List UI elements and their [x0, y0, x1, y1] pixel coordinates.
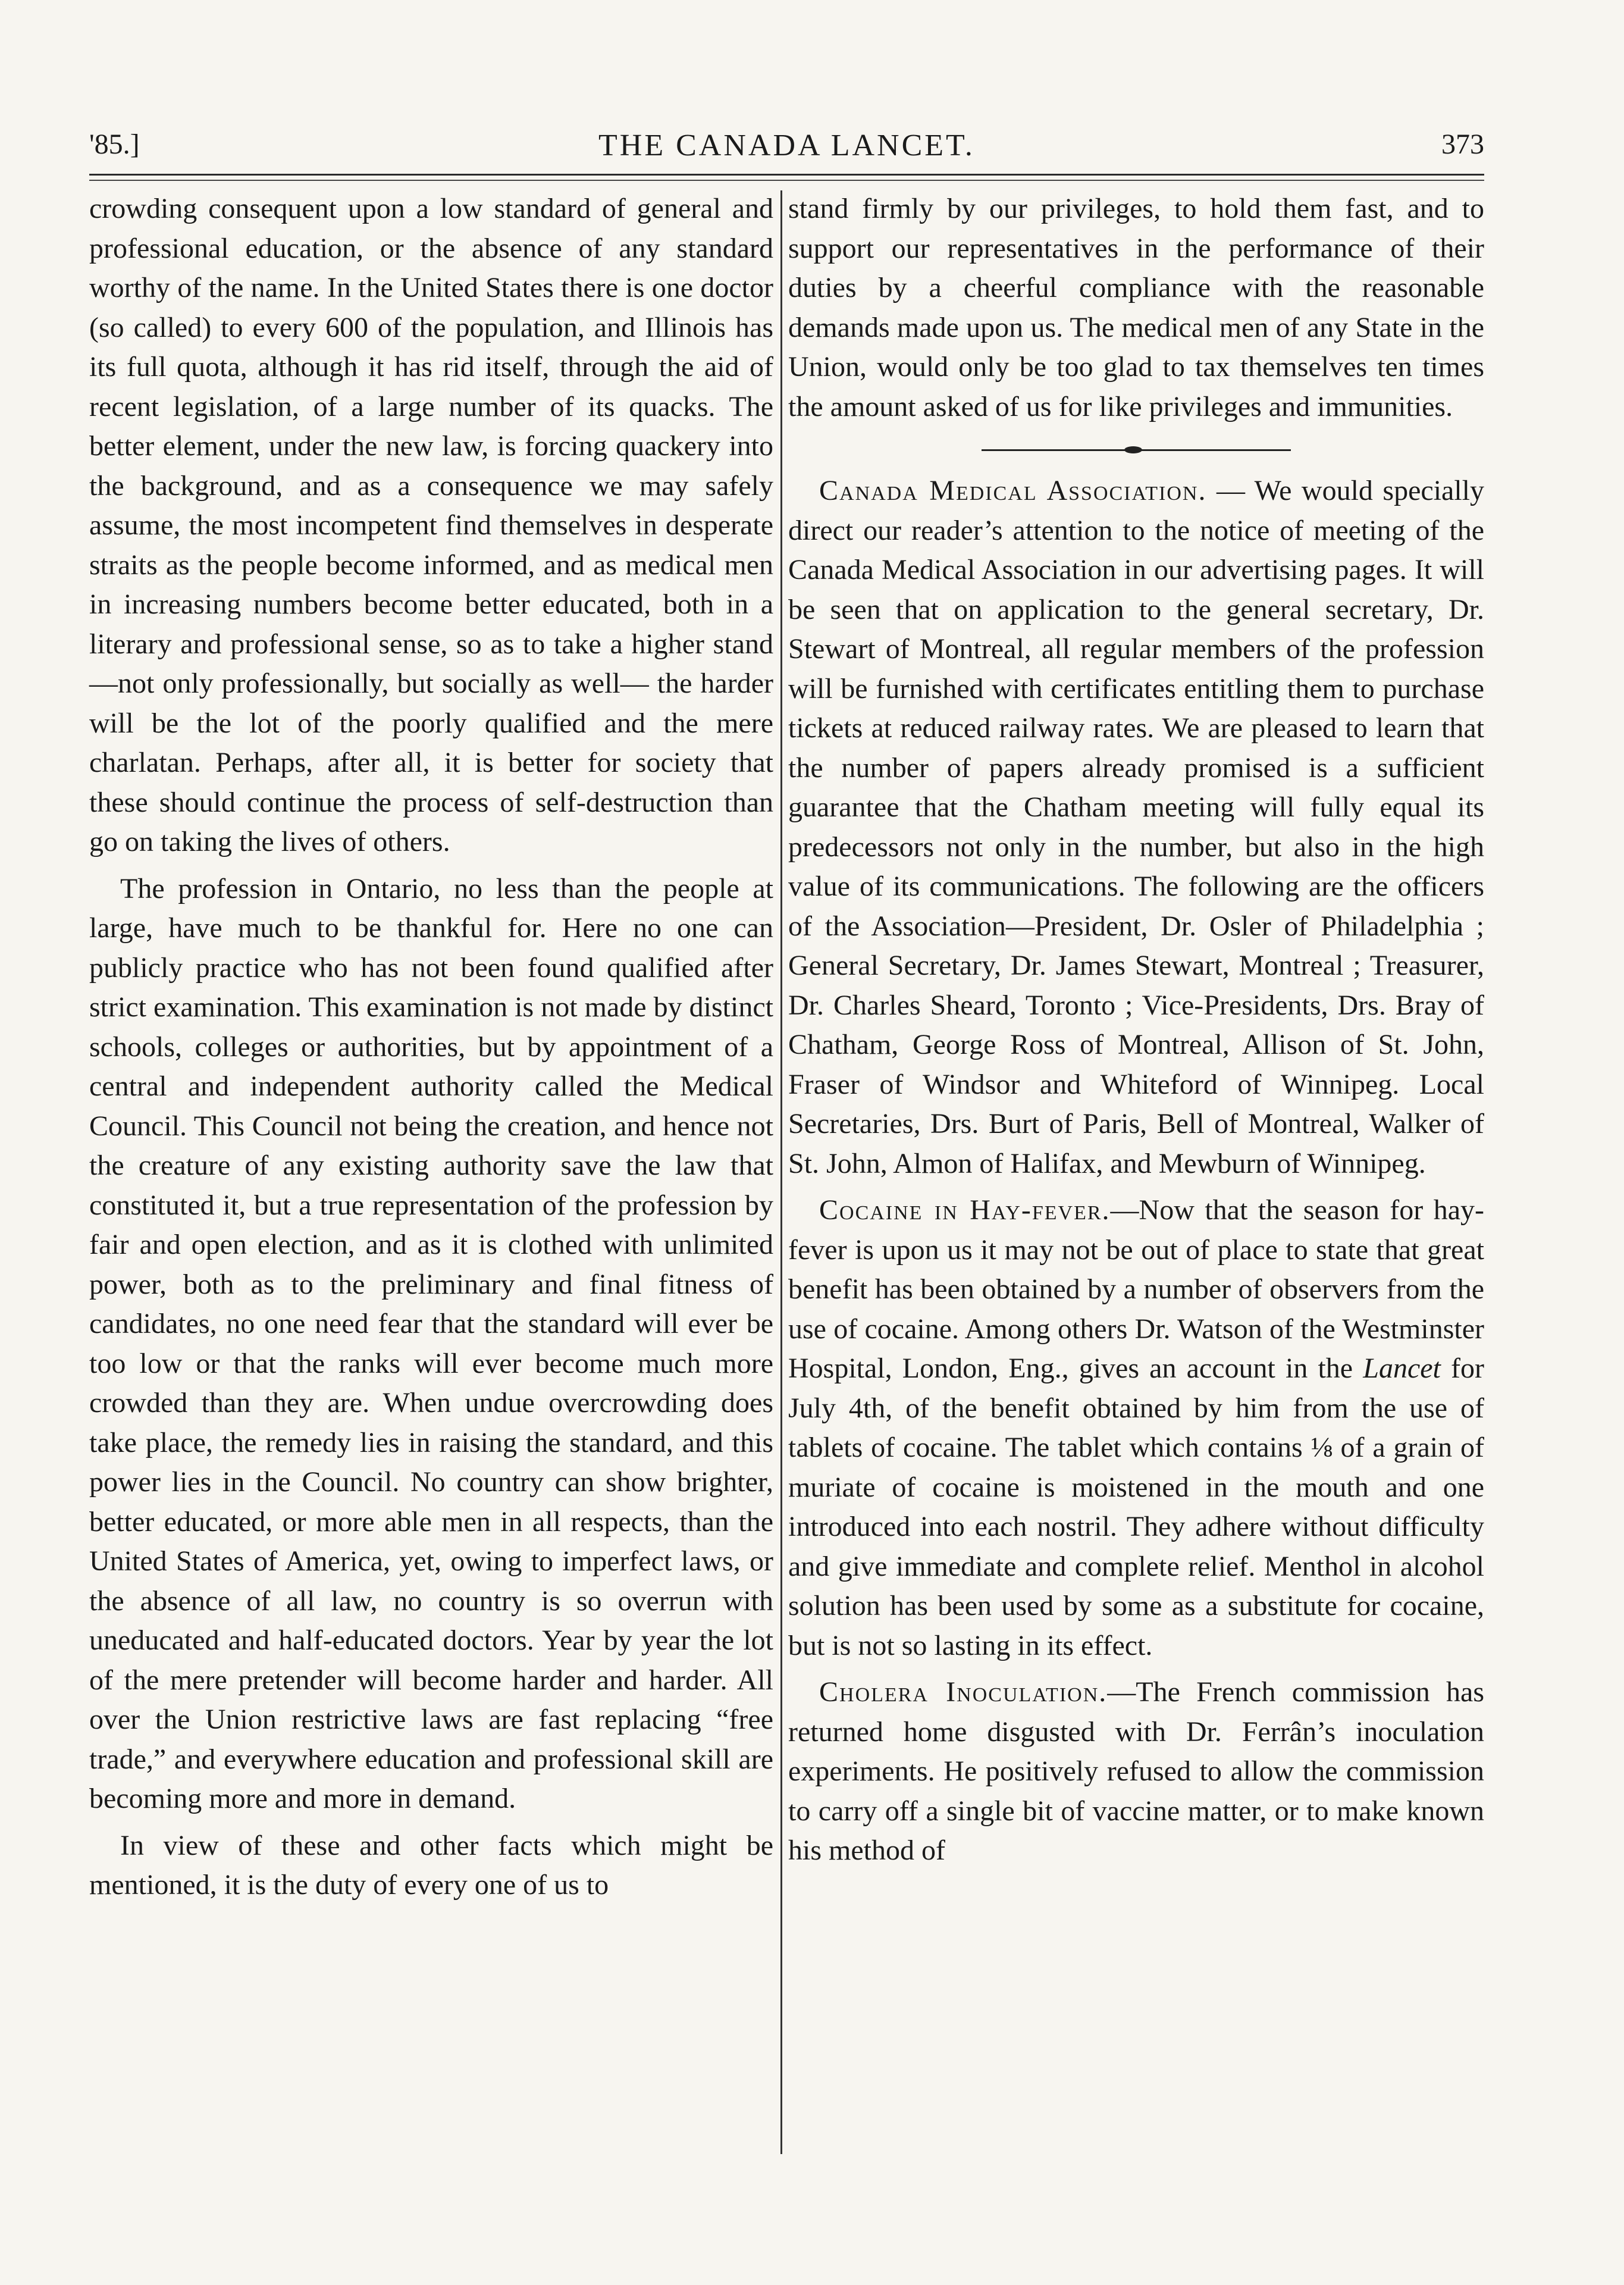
column-divider [780, 190, 782, 2154]
header-year: '85.] [89, 129, 140, 160]
section-body: —The French commission has returned home disgusted with Dr. Ferrân’s inoculation experiments. He positively refused to allow the commission to carry off a single bit of vaccine matter, or to make known his method of [788, 1676, 1484, 1866]
running-header [89, 128, 1484, 170]
section-canada-medical-association [788, 471, 1484, 1184]
paragraph-privileges: stand firmly by our privileges, to hold them fast, and to support our representatives in the performance of their duties by a cheerful compliance with the reasonable demands made upon us. The medical men of any State in the Union, would only be too glad to tax themselves ten times the amount asked of us for like privileges and immunities. [788, 193, 1484, 422]
header-rule-top [89, 174, 1484, 176]
paragraph-duty: In view of these and other facts which might be mentioned, it is the duty of every one of us to [89, 1829, 773, 1901]
section-body: for July 4th, of the benefit obtained by him from the use of tablets of cocaine. The tablet which contains ⅛ of a grain of muriate of cocaine is moistened in the mouth and one introduced into each nostril. They adhere without difficulty and give immediate and complete relief. Menthol in alcohol solution has been used by some as a substitute for cocaine, but is not so lasting in its effect. [788, 1353, 1484, 1661]
section-cholera-inoculation [788, 1673, 1484, 1871]
italic-lancet: Lancet [1363, 1353, 1441, 1384]
left-column [89, 189, 773, 1905]
section-heading: Cocaine in Hay-fever. [819, 1194, 1111, 1226]
section-body: —Now that the season for hay-fever is upon us it may not be out of place to state that great benefit has been obtained by a number of observers from the use of cocaine. Among others Dr. Watson of the Westminster Hospital, London, Eng., gives an account in the [788, 1194, 1484, 1384]
journal-title: THE CANADA LANCET. [598, 129, 975, 162]
paragraph-ontario: The profession in Ontario, no less than the people at large, have much to be thankful for. Here no one can publicly practice who has not been found qualified after strict examination. This examination is not made by distinct schools, colleges or authorities, but by appointment of a central and independent authority called the Medical Council. This Council not being the creation, and hence not the creature of any existing authority save the law that constituted it, but a true representation of the profession by fair and open election, and as it is clothed with unlimited power, both as to the preliminary and final fitness of candidates, no one need fear that the standard will ever be too low or that the ranks will ever become much more crowded than they are. When undue overcrowding does take place, the remedy lies in raising the standard, and this power lies in the Council. No country can show brighter, better educated, or more able men in all respects, than the United States of America, yet, owing to imperfect laws, or the absence of all law, no country is so overrun with uneducated and half-educated doctors. Year by year the lot of the mere pretender will become harder and harder. All over the Union restrictive laws are fast replacing “free trade,” and everywhere education and professional skill are becoming more and more in demand. [89, 872, 773, 1814]
section-separator [982, 449, 1291, 451]
right-column [788, 189, 1484, 1871]
section-cocaine-hay-fever [788, 1191, 1484, 1666]
paragraph-continuation: crowding consequent upon a low standard of general and professional education, or the absence of any standard worthy of the name. In the United States there is one doctor (so called) to every 600 of the population, and Illinois has its full quota, although it has rid itself, through the aid of recent legislation, of a large number of its quacks. The better element, under the new law, is forcing quackery into the background, and as a consequence we may safely assume, the most incompetent find themselves in desperate straits as the people become informed, and as medical men in increasing numbers become better educated, both in a literary and professional sense, so as to take a higher stand —not only professionally, but socially as well— the harder will be the lot of the poorly qualified and the mere charlatan. Perhaps, after all, it is better for society that these should continue the process of self-destruction than go on taking the lives of others. [89, 193, 773, 857]
page-number: 373 [1441, 129, 1484, 160]
section-body: — We would specially direct our reader’s attention to the notice of meeting of the Canada Medical Association in our advertising pages. It will be seen that on application to the general secretary, Dr. Stewart of Montreal, all regular members of the profession will be furnished with certificates entitling them to purchase tickets at reduced railway rates. We are pleased to learn that the number of papers already promised is a sufficient guarantee that the Chatham meeting will fully equal its predecessors not only in the number, but also in the high value of its communications. The following are the officers of the Association—President, Dr. Osler of Philadelphia ; General Secretary, Dr. James Stewart, Montreal ; Treasurer, Dr. Charles Sheard, Toronto ; Vice-Presidents, Drs. Bray of Chatham, George Ross of Montreal, Allison of St. John, Fraser of Windsor and Whiteford of Winnipeg. Local Secretaries, Drs. Burt of Paris, Bell of Montreal, Walker of St. John, Almon of Halifax, and Mewburn of Winnipeg. [788, 475, 1485, 1179]
header-rule-bottom [89, 180, 1484, 181]
section-heading: Canada Medical Association. [819, 475, 1207, 506]
section-heading: Cholera Inoculation. [819, 1676, 1108, 1708]
